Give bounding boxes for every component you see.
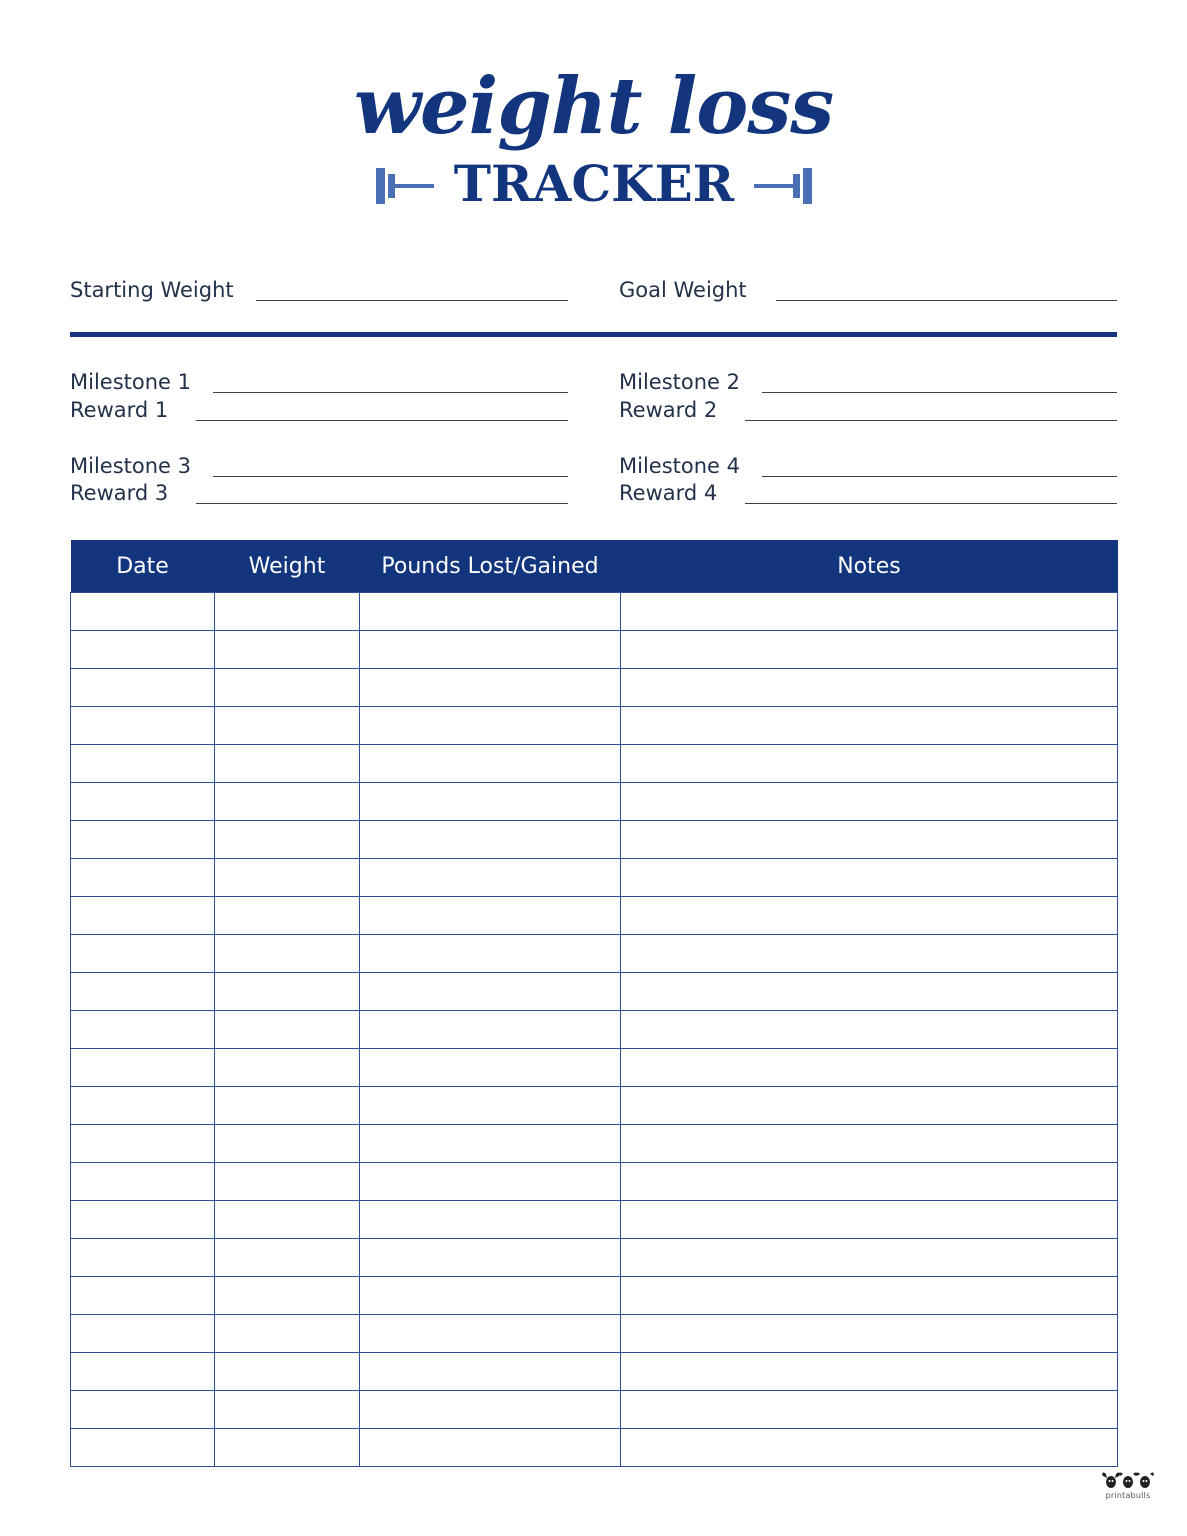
starting-weight-label: Starting Weight (70, 278, 234, 302)
weight-cell[interactable] (215, 1429, 360, 1467)
pounds-cell[interactable] (360, 707, 621, 745)
notes-cell[interactable] (621, 1391, 1118, 1429)
title-block: TRACKER (453, 154, 735, 213)
reward-2-field[interactable] (619, 394, 1117, 424)
weight-cell[interactable] (215, 897, 360, 935)
brand-logo (1100, 1470, 1156, 1506)
pounds-cell[interactable] (360, 1391, 621, 1429)
date-cell[interactable] (71, 1163, 215, 1201)
date-cell[interactable] (71, 821, 215, 859)
pounds-cell[interactable] (360, 1087, 621, 1125)
dumbbell-right-icon (752, 168, 814, 208)
title-row (374, 155, 814, 213)
table-row (71, 1277, 1118, 1315)
dumbbell-left-icon (374, 168, 436, 208)
weight-cell[interactable] (215, 1353, 360, 1391)
reward-3-label: Reward 3 (70, 481, 169, 505)
table-row (71, 669, 1118, 707)
date-cell[interactable] (71, 1391, 215, 1429)
milestone-1-line[interactable] (213, 392, 568, 393)
pounds-cell[interactable] (360, 631, 621, 669)
goal-weight-field[interactable] (619, 274, 1117, 304)
table-row (71, 1011, 1118, 1049)
reward-1-field[interactable] (70, 394, 568, 424)
date-cell[interactable] (71, 1087, 215, 1125)
pounds-cell[interactable] (360, 1163, 621, 1201)
milestone-1-field[interactable] (70, 366, 568, 396)
milestone-2-field[interactable] (619, 366, 1117, 396)
table-body (71, 593, 1118, 1467)
date-cell[interactable] (71, 707, 215, 745)
table-row (71, 707, 1118, 745)
date-cell[interactable] (71, 669, 215, 707)
weight-cell[interactable] (215, 783, 360, 821)
notes-cell[interactable] (621, 821, 1118, 859)
date-cell[interactable] (71, 1277, 215, 1315)
pounds-cell[interactable] (360, 1049, 621, 1087)
weight-cell[interactable] (215, 1239, 360, 1277)
pounds-cell[interactable] (360, 935, 621, 973)
weight-cell[interactable] (215, 973, 360, 1011)
starting-weight-line[interactable] (256, 300, 568, 301)
pounds-cell[interactable] (360, 669, 621, 707)
notes-cell[interactable] (621, 1087, 1118, 1125)
reward-4-field[interactable] (619, 477, 1117, 507)
notes-cell[interactable] (621, 897, 1118, 935)
weight-cell[interactable] (215, 859, 360, 897)
pounds-cell[interactable] (360, 1125, 621, 1163)
log-table (70, 540, 1118, 1467)
weight-cell[interactable] (215, 631, 360, 669)
milestone-3-field[interactable] (70, 450, 568, 480)
date-cell[interactable] (71, 1049, 215, 1087)
pounds-cell[interactable] (360, 1277, 621, 1315)
date-cell[interactable] (71, 1429, 215, 1467)
date-cell[interactable] (71, 631, 215, 669)
table-row (71, 1429, 1118, 1467)
notes-cell[interactable] (621, 1125, 1118, 1163)
pounds-cell[interactable] (360, 973, 621, 1011)
pounds-cell[interactable] (360, 1429, 621, 1467)
pounds-cell[interactable] (360, 1239, 621, 1277)
pounds-cell[interactable] (360, 745, 621, 783)
milestone-2-line[interactable] (762, 392, 1117, 393)
notes-cell[interactable] (621, 1353, 1118, 1391)
date-cell[interactable] (71, 973, 215, 1011)
notes-cell[interactable] (621, 783, 1118, 821)
pounds-cell[interactable] (360, 593, 621, 631)
table-row (71, 1049, 1118, 1087)
date-cell[interactable] (71, 897, 215, 935)
notes-cell[interactable] (621, 1429, 1118, 1467)
table-row (71, 1315, 1118, 1353)
date-cell[interactable] (71, 1125, 215, 1163)
milestone-4-label: Milestone 4 (619, 454, 740, 478)
pounds-cell[interactable] (360, 783, 621, 821)
milestone-3-label: Milestone 3 (70, 454, 191, 478)
date-cell[interactable] (71, 1011, 215, 1049)
pounds-cell[interactable] (360, 1201, 621, 1239)
starting-weight-field[interactable] (70, 274, 568, 304)
table-row (71, 973, 1118, 1011)
date-cell[interactable] (71, 783, 215, 821)
weight-cell[interactable] (215, 935, 360, 973)
table-row (71, 1125, 1118, 1163)
table-row (71, 821, 1118, 859)
reward-1-label: Reward 1 (70, 398, 169, 422)
notes-cell[interactable] (621, 707, 1118, 745)
date-cell[interactable] (71, 745, 215, 783)
pounds-cell[interactable] (360, 1353, 621, 1391)
weight-cell[interactable] (215, 1201, 360, 1239)
weight-cell[interactable] (215, 1087, 360, 1125)
reward-3-line[interactable] (196, 503, 568, 504)
notes-cell[interactable] (621, 1315, 1118, 1353)
table-row (71, 593, 1118, 631)
notes-cell[interactable] (621, 973, 1118, 1011)
notes-cell[interactable] (621, 1011, 1118, 1049)
date-cell[interactable] (71, 1353, 215, 1391)
weight-cell[interactable] (215, 707, 360, 745)
weight-cell[interactable] (215, 821, 360, 859)
table-row (71, 859, 1118, 897)
notes-cell[interactable] (621, 669, 1118, 707)
weight-cell[interactable] (215, 1315, 360, 1353)
table-row (71, 935, 1118, 973)
weight-cell[interactable] (215, 1049, 360, 1087)
notes-cell[interactable] (621, 1163, 1118, 1201)
weight-cell[interactable] (215, 1163, 360, 1201)
notes-cell[interactable] (621, 1049, 1118, 1087)
table-row (71, 745, 1118, 783)
table-row (71, 1239, 1118, 1277)
date-cell[interactable] (71, 935, 215, 973)
notes-cell[interactable] (621, 935, 1118, 973)
header-notes: Notes (621, 540, 1118, 593)
date-cell[interactable] (71, 593, 215, 631)
reward-4-line[interactable] (745, 503, 1117, 504)
pounds-cell[interactable] (360, 821, 621, 859)
header-weight: Weight (215, 540, 360, 593)
notes-cell[interactable] (621, 1239, 1118, 1277)
notes-cell[interactable] (621, 593, 1118, 631)
pounds-cell[interactable] (360, 1315, 621, 1353)
milestone-1-label: Milestone 1 (70, 370, 191, 394)
table-row (71, 783, 1118, 821)
reward-2-line[interactable] (745, 420, 1117, 421)
pounds-cell[interactable] (360, 859, 621, 897)
date-cell[interactable] (71, 1201, 215, 1239)
weight-cell[interactable] (215, 1277, 360, 1315)
notes-cell[interactable] (621, 1277, 1118, 1315)
weight-cell[interactable] (215, 669, 360, 707)
table-row (71, 1087, 1118, 1125)
table-row (71, 1163, 1118, 1201)
goal-weight-label: Goal Weight (619, 278, 747, 302)
notes-cell[interactable] (621, 1201, 1118, 1239)
reward-3-field[interactable] (70, 477, 568, 507)
table-row (71, 1353, 1118, 1391)
date-cell[interactable] (71, 859, 215, 897)
milestone-4-field[interactable] (619, 450, 1117, 480)
weight-cell[interactable] (215, 1391, 360, 1429)
table-header-row (71, 540, 1118, 593)
date-cell[interactable] (71, 1239, 215, 1277)
milestone-2-label: Milestone 2 (619, 370, 740, 394)
goal-weight-line[interactable] (776, 300, 1117, 301)
header-date: Date (71, 540, 215, 593)
bull-logo-icon (1100, 1470, 1156, 1490)
notes-cell[interactable] (621, 859, 1118, 897)
notes-cell[interactable] (621, 745, 1118, 783)
table-row (71, 631, 1118, 669)
table-row (71, 1391, 1118, 1429)
reward-2-label: Reward 2 (619, 398, 718, 422)
weight-cell[interactable] (215, 593, 360, 631)
reward-1-line[interactable] (196, 420, 568, 421)
brand-name: printabulls (1105, 1491, 1151, 1500)
weight-cell[interactable] (215, 745, 360, 783)
table-row (71, 897, 1118, 935)
header-pounds-lost-gained: Pounds Lost/Gained (360, 540, 621, 593)
title-script: weight loss (353, 61, 834, 152)
notes-cell[interactable] (621, 631, 1118, 669)
weight-cell[interactable] (215, 1011, 360, 1049)
section-divider (70, 332, 1117, 337)
reward-4-label: Reward 4 (619, 481, 718, 505)
pounds-cell[interactable] (360, 897, 621, 935)
table-row (71, 1201, 1118, 1239)
weight-cell[interactable] (215, 1125, 360, 1163)
pounds-cell[interactable] (360, 1011, 621, 1049)
date-cell[interactable] (71, 1315, 215, 1353)
